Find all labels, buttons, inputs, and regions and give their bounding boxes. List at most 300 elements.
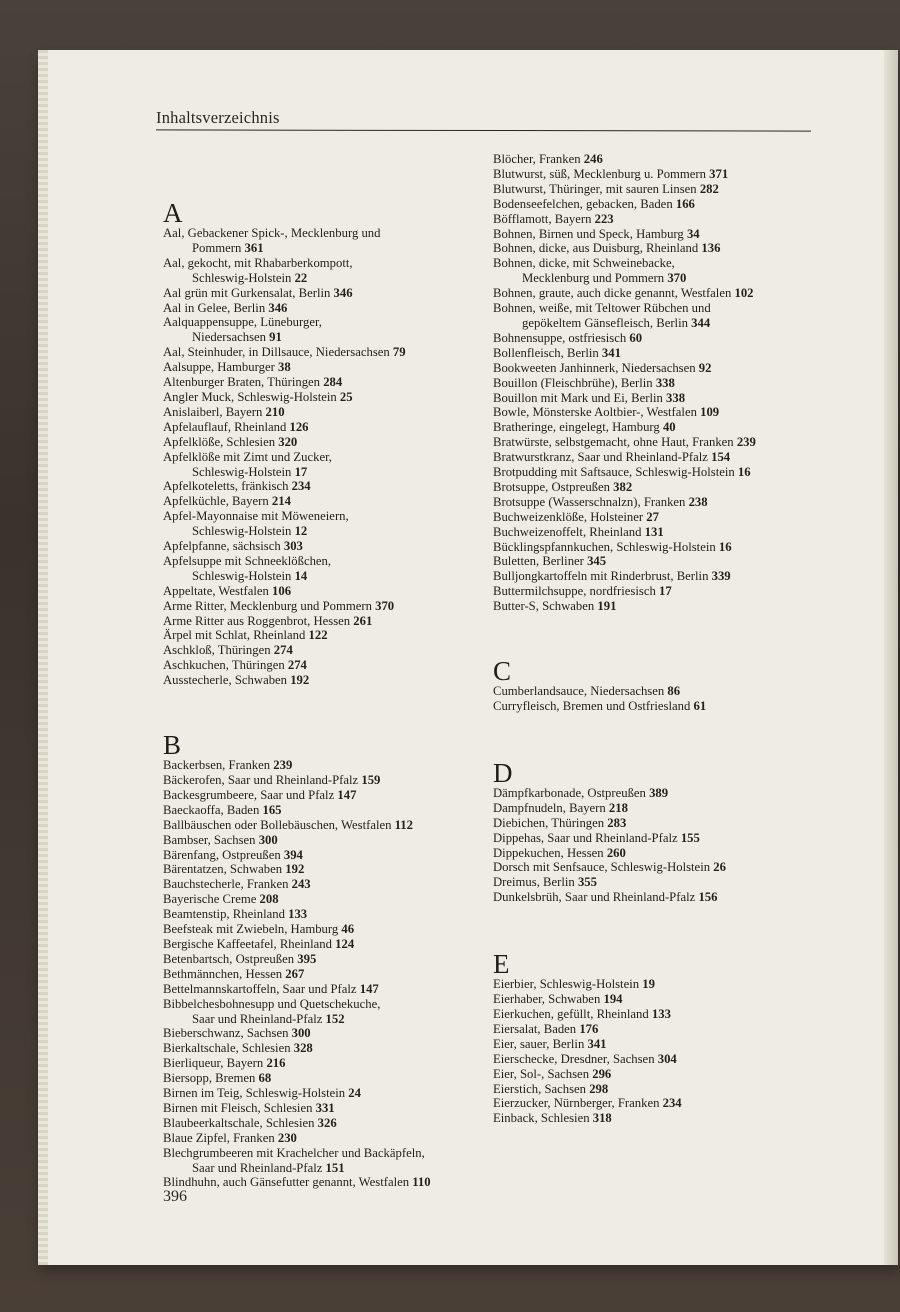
index-entry <box>493 182 843 197</box>
index-entry-title: Apfelsuppe mit Schneeklößchen, <box>163 553 332 568</box>
index-entry-page: 14 <box>294 568 308 583</box>
index-entry <box>163 892 483 907</box>
index-entry <box>163 758 483 773</box>
index-entry <box>493 1111 843 1126</box>
index-entry-page: 283 <box>607 815 627 830</box>
index-entry-continuation: Pommern <box>192 240 242 255</box>
index-entry-continuation: gepökeltem Gänsefleisch, Berlin <box>522 315 688 330</box>
index-entry-page: 338 <box>666 390 686 405</box>
index-entry-page: 79 <box>392 345 406 360</box>
index-entry-continuation: Schleswig-Holstein <box>192 524 292 539</box>
index-entry-title: Backerbsen, Franken <box>163 758 271 773</box>
index-entry <box>493 301 843 331</box>
index-entry-continuation: Schleswig-Holstein <box>192 270 292 285</box>
index-column-left <box>163 200 483 1190</box>
index-entry-title: Dämpfkarbonade, Ostpreußen <box>493 785 646 800</box>
index-entry <box>163 1056 483 1071</box>
index-entry-title: Blutwurst, Thüringer, mit sauren Linsen <box>493 181 697 196</box>
index-entry <box>163 1146 483 1176</box>
index-entry-page: 92 <box>698 360 712 375</box>
index-entry-page: 68 <box>258 1071 272 1086</box>
index-entry-continuation: Saar und Rheinland-Pfalz <box>192 1160 323 1175</box>
index-entry-title: Eierbier, Schleswig-Holstein <box>493 977 640 992</box>
index-entry <box>493 816 843 831</box>
index-entry-page: 110 <box>412 1175 431 1190</box>
section-letter-e: E <box>493 949 510 980</box>
index-entry-title: Bratwürste, selbstgemacht, ohne Haut, Franken <box>493 435 734 450</box>
index-entry-page: 46 <box>341 922 355 937</box>
index-entry <box>493 197 843 212</box>
index-entry <box>493 241 843 256</box>
index-entry-title: Biersopp, Bremen <box>163 1071 256 1086</box>
index-entry-title: Buchweizenklöße, Holsteiner <box>493 509 644 524</box>
index-entry <box>163 773 483 788</box>
index-entry <box>163 1116 483 1131</box>
index-entry-page: 284 <box>323 375 343 390</box>
index-entry-page: 274 <box>273 643 293 658</box>
index-entry-title: Dippehas, Saar und Rheinland-Pfalz <box>493 830 678 845</box>
index-entry-title: Bärentatzen, Schwaben <box>163 862 283 877</box>
section-letter-b: B <box>163 730 182 761</box>
index-entry-page: 296 <box>592 1066 612 1081</box>
index-entry-title: Apfelklöße, Schlesien <box>163 434 276 449</box>
index-entry <box>493 1082 843 1097</box>
index-entry-page: 328 <box>293 1041 313 1056</box>
index-entry <box>493 875 843 890</box>
index-entry <box>493 846 843 861</box>
section-gap <box>163 688 483 732</box>
index-entry-title: Bettelmannskartoffeln, Saar und Pfalz <box>163 981 357 996</box>
index-entry-title: Bayerische Creme <box>163 892 257 907</box>
index-entry <box>493 992 843 1007</box>
index-entry-title: Blechgrumbeeren mit Krachelcher und Backäpfeln, <box>163 1145 425 1160</box>
index-entry-page: 344 <box>691 315 711 330</box>
index-entry-title: Appeltate, Westfalen <box>163 583 269 598</box>
index-entry-page: 60 <box>629 330 643 345</box>
index-entry-page: 341 <box>601 345 621 360</box>
index-entry <box>163 997 483 1027</box>
index-entry-title: Aalquappensuppe, Lüneburger, <box>163 315 322 330</box>
index-entry-title: Blaubeerkaltschale, Schlesien <box>163 1115 315 1130</box>
index-entry-page: 16 <box>718 539 732 554</box>
index-entry <box>493 361 843 376</box>
index-entry-page: 346 <box>268 300 288 315</box>
index-entry-page: 124 <box>335 936 355 951</box>
header-title: Inhaltsverzeichnis <box>156 108 280 127</box>
index-entry-page: 234 <box>291 479 311 494</box>
index-entry <box>493 405 843 420</box>
index-entry-page: 166 <box>675 196 695 211</box>
index-entry <box>493 1007 843 1022</box>
index-entry-title: Bärenfang, Ostpreußen <box>163 847 281 862</box>
index-entry-title: Bohnen, dicke, aus Duisburg, Rheinland <box>493 241 699 256</box>
index-entry <box>163 584 483 599</box>
section-e-entries <box>493 977 843 1126</box>
index-entry <box>163 628 483 643</box>
index-entry-page: 318 <box>592 1111 612 1126</box>
index-entry <box>163 479 483 494</box>
index-entry-title: Bohnen, graute, auch dicke genannt, Westfalen <box>493 286 732 301</box>
index-entry <box>493 391 843 406</box>
index-entry-title: Apfel-Mayonnaise mit Möweneiern, <box>163 509 349 524</box>
index-entry <box>493 1037 843 1052</box>
index-entry <box>493 212 843 227</box>
index-entry-title: Dreimus, Berlin <box>493 875 575 890</box>
index-entry-page: 40 <box>662 420 676 435</box>
index-entry-title: Bibbelchesbohnesupp und Quetschekuche, <box>163 996 381 1011</box>
index-entry <box>163 803 483 818</box>
index-entry-page: 371 <box>709 166 729 181</box>
index-entry-page: 126 <box>289 419 309 434</box>
index-entry-page: 191 <box>597 599 617 614</box>
index-entry-page: 112 <box>394 817 413 832</box>
index-entry-page: 154 <box>711 450 731 465</box>
index-entry <box>163 1086 483 1101</box>
index-entry <box>163 1131 483 1146</box>
index-entry <box>493 599 843 614</box>
index-entry <box>493 167 843 182</box>
index-entry-page: 17 <box>294 464 308 479</box>
index-entry-title: Aal, Steinhuder, in Dillsauce, Niedersachsen <box>163 345 390 360</box>
index-entry-page: 194 <box>603 992 623 1007</box>
index-entry-title: Apfelauflauf, Rheinland <box>163 419 287 434</box>
index-entry-page: 326 <box>317 1115 337 1130</box>
index-entry <box>163 435 483 450</box>
index-entry-page: 165 <box>262 802 282 817</box>
index-entry-page: 214 <box>271 494 291 509</box>
index-entry-page: 91 <box>269 330 282 345</box>
section-d-entries <box>493 786 843 905</box>
index-entry <box>163 788 483 803</box>
index-entry <box>493 540 843 555</box>
index-column-right <box>493 152 843 1126</box>
index-entry <box>163 658 483 673</box>
index-entry-page: 159 <box>361 773 381 787</box>
index-entry-title: Aal grün mit Gurkensalat, Berlin <box>163 285 331 300</box>
index-entry-continuation: Mecklenburg und Pommern <box>522 271 665 286</box>
index-entry <box>163 450 483 480</box>
index-entry-page: 131 <box>644 524 664 539</box>
index-entry <box>163 345 483 360</box>
page-edge <box>884 50 898 1265</box>
index-entry-page: 136 <box>701 241 721 256</box>
index-entry <box>493 286 843 301</box>
page-number: 396 <box>163 1188 187 1205</box>
index-entry <box>163 1026 483 1041</box>
section-letter-a: A <box>163 198 183 228</box>
index-entry-title: Apfelküchle, Bayern <box>163 494 269 509</box>
section-b-entries <box>163 758 483 1190</box>
index-entry <box>493 525 843 540</box>
index-entry-title: Ärpel mit Schlat, Rheinland <box>163 628 306 643</box>
index-entry-title: Aal in Gelee, Berlin <box>163 300 266 315</box>
index-entry-page: 338 <box>655 375 675 390</box>
index-entry-page: 331 <box>315 1100 335 1115</box>
index-entry-title: Aal, Gebackener Spick-, Mecklenburg und <box>163 226 381 240</box>
index-entry-page: 192 <box>290 673 310 688</box>
page-binding <box>38 50 48 1265</box>
index-entry <box>163 420 483 435</box>
index-entry-page: 19 <box>642 977 655 992</box>
index-entry-title: Buchweizenoffelt, Rheinland <box>493 524 642 539</box>
index-entry-page: 239 <box>273 758 293 773</box>
index-entry <box>163 922 483 937</box>
index-entry-title: Buletten, Berliner <box>493 554 584 569</box>
index-entry-page: 346 <box>333 285 353 300</box>
index-entry-title: Birnen mit Fleisch, Schlesien <box>163 1100 313 1115</box>
index-entry-page: 176 <box>579 1021 599 1036</box>
index-entry-page: 320 <box>278 434 298 449</box>
index-entry-page: 389 <box>649 785 669 800</box>
index-entry-page: 22 <box>294 270 308 285</box>
index-entry-title: Bohnen, weiße, mit Teltower Rübchen und <box>493 301 711 316</box>
index-entry-title: Arme Ritter aus Roggenbrot, Hessen <box>163 613 351 628</box>
index-entry-title: Baeckaoffa, Baden <box>163 802 260 817</box>
index-entry-title: Beefsteak mit Zwiebeln, Hamburg <box>163 922 339 937</box>
index-entry-title: Bücklingspfannkuchen, Schleswig-Holstein <box>493 539 716 554</box>
index-entry-title: Brotpudding mit Saftsauce, Schleswig-Holstein <box>493 465 735 480</box>
index-entry-title: Bowle, Mönsterske Aoltbier-, Westfalen <box>493 405 697 420</box>
section-gap <box>493 905 843 951</box>
index-entry <box>163 494 483 509</box>
index-entry-title: Eierzucker, Nürnberger, Franken <box>493 1096 660 1111</box>
index-entry-continuation: Saar und Rheinland-Pfalz <box>192 1011 323 1026</box>
index-entry-page: 61 <box>693 699 707 713</box>
page-header <box>156 104 811 134</box>
index-entry-page: 24 <box>348 1086 361 1101</box>
index-entry <box>163 375 483 390</box>
index-entry-page: 210 <box>265 404 285 419</box>
index-entry <box>493 227 843 242</box>
index-entry-title: Bieberschwanz, Sachsen <box>163 1026 289 1041</box>
index-entry-page: 16 <box>737 465 751 480</box>
index-entry <box>163 907 483 922</box>
index-entry <box>163 1101 483 1116</box>
index-entry-title: Beamtenstip, Rheinland <box>163 907 285 922</box>
index-entry-title: Aschkloß, Thüringen <box>163 643 271 658</box>
index-entry-title: Angler Muck, Schleswig-Holstein <box>163 389 337 404</box>
index-entry <box>163 848 483 863</box>
index-entry <box>163 1041 483 1056</box>
index-entry-page: 394 <box>283 847 303 862</box>
section-c-entries <box>493 684 843 714</box>
index-entry-title: Bouillon (Fleischbrühe), Berlin <box>493 375 653 390</box>
section-b-continued-entries <box>493 152 843 614</box>
index-entry-page: 156 <box>698 890 718 905</box>
index-entry-page: 133 <box>651 1006 671 1021</box>
index-entry-page: 155 <box>680 830 700 845</box>
header-rule <box>156 129 811 131</box>
index-entry <box>163 982 483 997</box>
index-entry <box>493 376 843 391</box>
index-entry-page: 274 <box>287 658 307 673</box>
index-entry-title: Bodenseefelchen, gebacken, Baden <box>493 196 673 211</box>
index-entry-page: 355 <box>577 875 597 890</box>
index-entry <box>493 346 843 361</box>
index-entry-page: 260 <box>606 845 626 860</box>
index-entry-title: Eiersalat, Baden <box>493 1021 577 1036</box>
index-entry-title: Eierschecke, Dresdner, Sachsen <box>493 1051 655 1066</box>
index-entry <box>163 554 483 584</box>
index-entry <box>163 967 483 982</box>
index-entry <box>163 539 483 554</box>
index-entry-title: Bohnen, dicke, mit Schweinebacke, <box>493 256 675 271</box>
index-entry-page: 361 <box>244 240 264 255</box>
index-entry-title: Blöcher, Franken <box>493 152 581 166</box>
section-letter-c: C <box>493 656 512 687</box>
index-entry-title: Bauchstecherle, Franken <box>163 877 289 892</box>
index-entry-page: 341 <box>587 1036 607 1051</box>
index-entry <box>163 301 483 316</box>
index-entry-title: Arme Ritter, Mecklenburg und Pommern <box>163 598 372 613</box>
index-entry-title: Brotsuppe (Wasserschnalzn), Franken <box>493 494 686 509</box>
index-entry <box>163 509 483 539</box>
index-entry <box>493 331 843 346</box>
index-entry-title: Ballbäuschen oder Bollebäuschen, Westfalen <box>163 817 392 832</box>
index-entry <box>493 480 843 495</box>
index-entry <box>493 510 843 525</box>
index-entry-title: Curryfleisch, Bremen und Ostfriesland <box>493 699 691 713</box>
index-entry-continuation: Niedersachsen <box>192 330 266 345</box>
index-entry <box>163 673 483 688</box>
index-entry-page: 246 <box>583 152 603 166</box>
index-entry-title: Aal, gekocht, mit Rhabarberkompott, <box>163 255 353 270</box>
index-entry-title: Dippekuchen, Hessen <box>493 845 604 860</box>
index-entry <box>493 860 843 875</box>
index-entry <box>163 833 483 848</box>
index-entry <box>493 801 843 816</box>
index-entry-title: Blindhuhn, auch Gänsefutter genannt, Westfalen <box>163 1175 410 1190</box>
index-entry <box>493 465 843 480</box>
index-entry-title: Blutwurst, süß, Mecklenburg u. Pommern <box>493 166 706 181</box>
index-entry <box>163 226 483 256</box>
index-entry-page: 25 <box>339 389 353 404</box>
index-entry <box>493 831 843 846</box>
index-entry-title: Apfelklöße mit Zimt und Zucker, <box>163 449 332 464</box>
index-entry-page: 122 <box>308 628 328 643</box>
index-entry <box>163 1071 483 1086</box>
index-entry <box>493 699 843 714</box>
index-entry-page: 17 <box>658 584 672 599</box>
index-entry-title: Butter-S, Schwaben <box>493 599 595 614</box>
index-entry-title: Bergische Kaffeetafel, Rheinland <box>163 936 332 951</box>
index-entry-title: Bulljongkartoffeln mit Rinderbrust, Berlin <box>493 569 709 584</box>
index-entry-title: Bouillon mit Mark und Ei, Berlin <box>493 390 663 405</box>
section-a-entries <box>163 226 483 688</box>
index-entry <box>163 952 483 967</box>
index-entry-title: Bambser, Sachsen <box>163 832 256 847</box>
index-entry <box>493 435 843 450</box>
index-entry-page: 34 <box>686 226 700 241</box>
index-entry-title: Bohnensuppe, ostfriesisch <box>493 330 627 345</box>
index-entry-page: 234 <box>662 1096 682 1111</box>
index-entry <box>493 1067 843 1082</box>
index-entry-page: 370 <box>375 598 395 613</box>
index-entry-page: 147 <box>359 981 379 996</box>
index-entry <box>493 569 843 584</box>
index-entry <box>163 286 483 301</box>
index-entry <box>493 450 843 465</box>
index-entry <box>163 877 483 892</box>
index-entry <box>163 862 483 877</box>
index-entry-title: Bierkaltschale, Schlesien <box>163 1041 291 1056</box>
section-letter-d: D <box>493 757 513 788</box>
index-entry-page: 243 <box>291 877 311 892</box>
section-gap <box>493 614 843 658</box>
index-entry <box>493 1022 843 1037</box>
index-entry-title: Cumberlandsauce, Niedersachsen <box>493 684 665 699</box>
index-entry <box>493 684 843 699</box>
index-entry <box>493 584 843 599</box>
index-entry <box>163 643 483 658</box>
index-entry-title: Eier, sauer, Berlin <box>493 1036 585 1051</box>
index-entry-title: Buttermilchsuppe, nordfriesisch <box>493 584 656 599</box>
index-entry-title: Böfflamott, Bayern <box>493 211 592 226</box>
section-gap <box>493 714 843 760</box>
index-entry-page: 109 <box>700 405 720 420</box>
index-entry-page: 216 <box>266 1056 286 1071</box>
index-entry-title: Aalsuppe, Hamburger <box>163 360 275 375</box>
index-entry-title: Altenburger Braten, Thüringen <box>163 375 321 390</box>
index-entry-page: 38 <box>277 360 291 375</box>
index-entry-title: Dunkelsbrüh, Saar und Rheinland-Pfalz <box>493 890 696 905</box>
index-entry-continuation: Schleswig-Holstein <box>192 464 292 479</box>
index-entry-title: Bratheringe, eingelegt, Hamburg <box>493 420 660 435</box>
index-entry-page: 298 <box>589 1081 609 1096</box>
index-entry-title: Bratwurstkranz, Saar und Rheinland-Pfalz <box>493 450 708 465</box>
index-entry <box>493 890 843 905</box>
book-page <box>38 50 898 1265</box>
index-entry-title: Dampfnudeln, Bayern <box>493 800 606 815</box>
index-entry <box>163 390 483 405</box>
index-entry-title: Aschkuchen, Thüringen <box>163 658 285 673</box>
index-entry-title: Einback, Schlesien <box>493 1111 590 1126</box>
index-entry-page: 382 <box>613 479 633 494</box>
index-entry <box>163 256 483 286</box>
index-entry-page: 261 <box>353 613 373 628</box>
index-entry-page: 303 <box>283 539 303 554</box>
index-entry-page: 238 <box>688 494 708 509</box>
index-entry <box>163 405 483 420</box>
index-entry-page: 300 <box>258 832 278 847</box>
index-entry-title: Ausstecherle, Schwaben <box>163 673 288 688</box>
index-entry-title: Bäckerofen, Saar und Rheinland-Pfalz <box>163 773 359 787</box>
index-entry-page: 147 <box>337 787 357 802</box>
index-entry-title: Blaue Zipfel, Franken <box>163 1130 275 1145</box>
index-entry-page: 300 <box>291 1026 311 1041</box>
index-entry-title: Eierkuchen, gefüllt, Rheinland <box>493 1006 649 1021</box>
index-entry <box>163 818 483 833</box>
index-entry-title: Diebichen, Thüringen <box>493 815 605 830</box>
index-entry-title: Eier, Sol-, Sachsen <box>493 1066 590 1081</box>
index-entry <box>163 315 483 345</box>
index-entry-title: Apfelpfanne, sächsisch <box>163 539 281 554</box>
index-entry-page: 223 <box>594 211 614 226</box>
index-entry-page: 151 <box>325 1160 345 1175</box>
index-entry-title: Bookweeten Janhinnerk, Niedersachsen <box>493 360 696 375</box>
index-entry <box>493 554 843 569</box>
index-entry <box>493 1096 843 1111</box>
index-entry-page: 345 <box>587 554 607 569</box>
index-entry-title: Eierhaber, Schwaben <box>493 992 601 1007</box>
index-entry-page: 267 <box>285 966 305 981</box>
index-entry-page: 230 <box>277 1130 297 1145</box>
index-entry-title: Backesgrumbeere, Saar und Pfalz <box>163 787 335 802</box>
index-entry <box>493 495 843 510</box>
index-entry <box>493 786 843 801</box>
index-entry <box>163 937 483 952</box>
index-entry-page: 304 <box>657 1051 677 1066</box>
